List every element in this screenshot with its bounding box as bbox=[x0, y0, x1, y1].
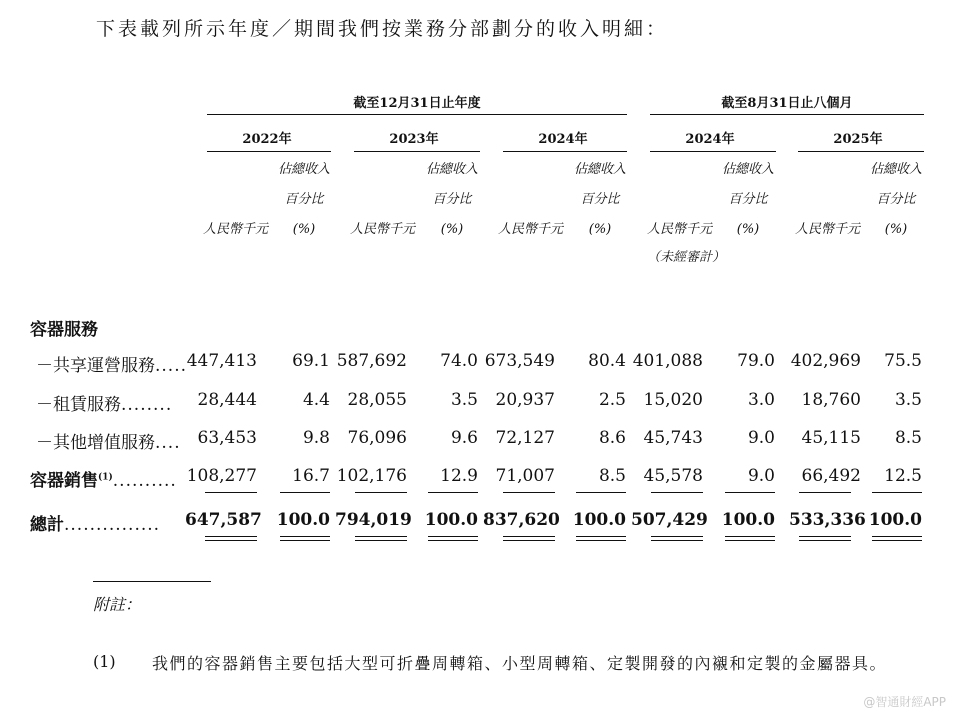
year-2022: 2022年 bbox=[242, 132, 292, 147]
table-cell: 102,176 bbox=[336, 466, 407, 486]
percentage-header: 佔總收入 百分比 (%) bbox=[425, 162, 478, 237]
table-cell: 9.8 bbox=[302, 428, 330, 448]
total-cell: 647,587 bbox=[185, 510, 262, 530]
footnote-marker: (1) bbox=[98, 472, 113, 483]
row-label-total: 總計............... bbox=[30, 515, 161, 535]
footnote-separator bbox=[93, 581, 211, 582]
amount-unit-header: 人民幣千元 bbox=[350, 222, 416, 237]
year-rule bbox=[798, 151, 924, 152]
group-annual-heading: 截至12月31日止年度 bbox=[353, 96, 481, 111]
table-cell: 72,127 bbox=[495, 428, 555, 448]
table-cell: 4.4 bbox=[302, 390, 330, 410]
subtotal-rule bbox=[205, 492, 257, 493]
table-cell: 9.6 bbox=[450, 428, 478, 448]
table-cell: 80.4 bbox=[588, 351, 626, 371]
row-label-container-sales: 容器銷售$^{(1)}$.......... bbox=[30, 471, 177, 491]
watermark: @智通財經APP bbox=[863, 695, 946, 709]
table-cell: 66,492 bbox=[801, 466, 861, 486]
year-rule bbox=[503, 151, 627, 152]
amount-unit-header: 人民幣千元 （未經審計） bbox=[647, 215, 725, 271]
total-double-rule bbox=[355, 536, 407, 541]
table-cell: 2.5 bbox=[598, 390, 626, 410]
table-cell: 71,007 bbox=[495, 466, 555, 486]
table-cell: 63,453 bbox=[197, 428, 257, 448]
table-cell: 16.7 bbox=[292, 466, 330, 486]
total-double-rule bbox=[651, 536, 703, 541]
section-heading: 容器服務 bbox=[30, 320, 98, 340]
subtotal-rule bbox=[428, 492, 478, 493]
table-cell: 3.0 bbox=[747, 390, 775, 410]
total-cell: 100.0 bbox=[424, 510, 478, 530]
total-cell: 100.0 bbox=[868, 510, 922, 530]
footnote-number: (1) bbox=[93, 652, 116, 671]
table-cell: 28,444 bbox=[197, 390, 257, 410]
table-cell: 18,760 bbox=[801, 390, 861, 410]
year-rule bbox=[650, 151, 776, 152]
subtotal-rule bbox=[280, 492, 330, 493]
total-cell: 837,620 bbox=[483, 510, 560, 530]
percentage-header: 佔總收入 百分比 (%) bbox=[277, 162, 330, 237]
percentage-header: 佔總收入 百分比 (%) bbox=[869, 162, 922, 237]
table-cell: 8.6 bbox=[598, 428, 626, 448]
total-cell: 100.0 bbox=[276, 510, 330, 530]
table-cell: 28,055 bbox=[347, 390, 407, 410]
subtotal-rule bbox=[355, 492, 407, 493]
total-double-rule bbox=[872, 536, 922, 541]
total-double-rule bbox=[428, 536, 478, 541]
percentage-header: 佔總收入 百分比 (%) bbox=[573, 162, 626, 237]
total-double-rule bbox=[576, 536, 626, 541]
table-cell: 45,578 bbox=[643, 466, 703, 486]
table-cell: 20,937 bbox=[495, 390, 555, 410]
row-label-other-value-added: －其他增值服務.... bbox=[36, 433, 181, 453]
table-cell: 447,413 bbox=[186, 351, 257, 371]
percentage-header: 佔總收入 百分比 (%) bbox=[721, 162, 774, 237]
year-2023: 2023年 bbox=[389, 132, 439, 147]
footnote-text: 我們的容器銷售主要包括大型可折疊周轉箱、小型周轉箱、定製開發的內襯和定製的金屬器具。 bbox=[152, 654, 888, 673]
table-cell: 12.9 bbox=[440, 466, 478, 486]
total-double-rule bbox=[503, 536, 555, 541]
table-cell: 79.0 bbox=[737, 351, 775, 371]
table-cell: 8.5 bbox=[894, 428, 922, 448]
group-eight-months-rule bbox=[650, 114, 924, 115]
subtotal-rule bbox=[576, 492, 626, 493]
total-cell: 533,336 bbox=[789, 510, 866, 530]
table-cell: 8.5 bbox=[598, 466, 626, 486]
table-cell: 3.5 bbox=[450, 390, 478, 410]
amount-unit-header: 人民幣千元 bbox=[795, 222, 861, 237]
table-cell: 402,969 bbox=[790, 351, 861, 371]
table-cell: 45,115 bbox=[801, 428, 861, 448]
total-double-rule bbox=[725, 536, 775, 541]
year-2024-eight-months: 2024年 bbox=[685, 132, 735, 147]
table-cell: 75.5 bbox=[884, 351, 922, 371]
table-cell: 9.0 bbox=[747, 466, 775, 486]
table-cell: 9.0 bbox=[747, 428, 775, 448]
intro-text: 下表載列所示年度／期間我們按業務分部劃分的收入明細： bbox=[96, 18, 669, 40]
subtotal-rule bbox=[651, 492, 703, 493]
table-cell: 401,088 bbox=[632, 351, 703, 371]
year-2025-eight-months: 2025年 bbox=[833, 132, 883, 147]
table-cell: 45,743 bbox=[643, 428, 703, 448]
amount-unit-header: 人民幣千元 bbox=[203, 222, 269, 237]
subtotal-rule bbox=[872, 492, 922, 493]
year-rule bbox=[354, 151, 480, 152]
table-cell: 3.5 bbox=[894, 390, 922, 410]
table-cell: 587,692 bbox=[336, 351, 407, 371]
total-cell: 100.0 bbox=[572, 510, 626, 530]
table-cell: 673,549 bbox=[484, 351, 555, 371]
total-cell: 100.0 bbox=[721, 510, 775, 530]
total-double-rule bbox=[280, 536, 330, 541]
table-cell: 69.1 bbox=[292, 351, 330, 371]
total-cell: 794,019 bbox=[335, 510, 412, 530]
table-cell: 74.0 bbox=[440, 351, 478, 371]
year-rule bbox=[207, 151, 331, 152]
table-cell: 15,020 bbox=[643, 390, 703, 410]
total-cell: 507,429 bbox=[631, 510, 708, 530]
subtotal-rule bbox=[503, 492, 555, 493]
subtotal-rule bbox=[725, 492, 775, 493]
row-label-shared-operation: －共享運營服務..... bbox=[36, 356, 188, 376]
group-annual-rule bbox=[207, 114, 627, 115]
notes-heading: 附註： bbox=[93, 595, 142, 614]
unaudited-note: （未經審計） bbox=[647, 250, 726, 265]
table-cell: 12.5 bbox=[884, 466, 922, 486]
row-label-leasing: －租賃服務........ bbox=[36, 395, 173, 415]
table-cell: 108,277 bbox=[186, 466, 257, 486]
subtotal-rule bbox=[799, 492, 851, 493]
year-2024: 2024年 bbox=[538, 132, 588, 147]
table-cell: 76,096 bbox=[347, 428, 407, 448]
amount-unit-header: 人民幣千元 bbox=[498, 222, 564, 237]
total-double-rule bbox=[205, 536, 257, 541]
total-double-rule bbox=[799, 536, 851, 541]
group-eight-months-heading: 截至8月31日止八個月 bbox=[721, 96, 853, 111]
